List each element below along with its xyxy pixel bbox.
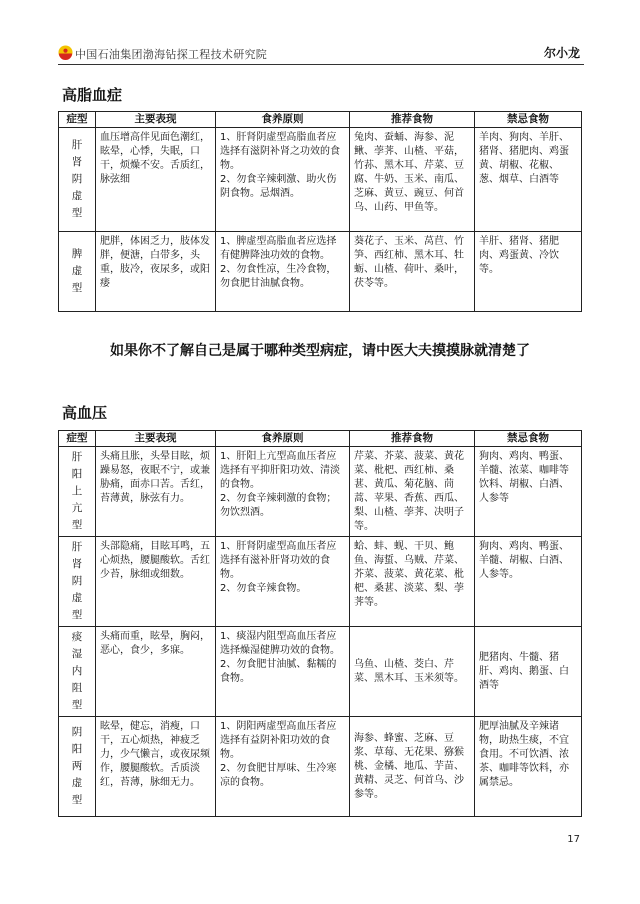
table-row xyxy=(59,232,582,312)
syndrome-type: 脾虚型 xyxy=(59,232,96,312)
author-name: 尔小龙 xyxy=(543,46,580,60)
principles-cell: 1、脾虚型高脂血者应选择有健脾降浊功效的食物。 2、勿食性凉，生冷食物，勿食肥甘油腻食物。 xyxy=(216,232,350,312)
syndrome-type: 肝阳上亢型 xyxy=(59,447,96,537)
table-row xyxy=(59,627,582,717)
company-logo-icon xyxy=(58,45,73,60)
principles-cell: 1、阴阳两虚型高血压者应选择有益阴补阳功效的食物。 2、勿食肥甘厚味、生冷寒凉的食物。 xyxy=(216,717,350,817)
symptoms-cell: 头痛而重，眩晕，胸闷，恶心，食少，多寐。 xyxy=(96,627,216,717)
column-header: 主要表现 xyxy=(96,112,216,128)
recommended-foods-cell: 葵花子、玉米、莴苣、竹笋、西红柿、黑木耳、牡蛎、山楂、荷叶、桑叶，茯苓等。 xyxy=(350,232,475,312)
recommended-foods-cell: 蛤、蚌、蚬、干贝、鲍鱼、海蜇、乌贼、芹菜、芥菜、菠菜、黄花菜、枇杷、桑葚、淡菜、梨、荸荠等。 xyxy=(350,537,475,627)
column-header: 禁忌食物 xyxy=(475,431,582,447)
principles-cell: 1、肝阳上亢型高血压者应选择有平抑肝阳功效、清淡的食物。 2、勿食辛辣刺激的食物；勿饮烈酒。 xyxy=(216,447,350,537)
recommended-foods-cell: 乌鱼、山楂、茭白、芹菜、黑木耳、玉米须等。 xyxy=(350,627,475,717)
table-row xyxy=(59,128,582,232)
symptoms-cell: 眩晕，健忘，消瘦，口干，五心烦热，神疲乏力，少气懒言，或夜尿频作，腰腿酸软。舌质淡红，苔薄，脉细无力。 xyxy=(96,717,216,817)
page-number: 17 xyxy=(567,834,580,845)
page-header xyxy=(58,44,584,65)
avoid-foods-cell: 狗肉、鸡肉、鸭蛋、羊髓、胡椒、白酒、人参等。 xyxy=(475,537,582,627)
column-header: 症型 xyxy=(59,112,96,128)
section-title-hyperlipidemia: 高脂血症 xyxy=(62,86,123,104)
symptoms-cell: 头部隐痛，目眩耳鸣，五心烦热，腰腿酸软。舌红少苔，脉细或细数。 xyxy=(96,537,216,627)
syndrome-type: 肝肾阴虚型 xyxy=(59,537,96,627)
avoid-foods-cell: 狗肉、鸡肉、鸭蛋、羊髓、浓菜、咖啡等饮料、胡椒、白酒、人参等 xyxy=(475,447,582,537)
doctor-advice-callout: 如果你不了解自己是属于哪种类型病症，请中医大夫摸摸脉就清楚了 xyxy=(110,343,530,359)
hypertension-table xyxy=(58,430,582,817)
section-title-hypertension: 高血压 xyxy=(62,404,108,422)
recommended-foods-cell: 海参、蜂蜜、芝麻、豆浆、草莓、无花果、猕猴桃、金橘、地瓜、芋苗、黄精、灵芝、何首乌、沙参等。 xyxy=(350,717,475,817)
table-header-row xyxy=(59,112,582,128)
avoid-foods-cell: 肥猪肉、牛髓、猪肝、鸡肉、鹅蛋、白酒等 xyxy=(475,627,582,717)
column-header: 推荐食物 xyxy=(350,431,475,447)
recommended-foods-cell: 芹菜、芥菜、菠菜、黄花菜、枇杷、西红柿、桑葚、黄瓜、菊花脑、茼蒿、苹果、香蕉、西瓜、梨、山楂、荸荠、决明子等。 xyxy=(350,447,475,537)
syndrome-type: 肝肾阴虚型 xyxy=(59,128,96,232)
avoid-foods-cell: 羊肝、猪肾、猪肥肉、鸡蛋黄、冷饮等。 xyxy=(475,232,582,312)
table-row xyxy=(59,447,582,537)
organization-name: 中国石油集团渤海钻探工程技术研究院 xyxy=(75,48,268,61)
table-row xyxy=(59,537,582,627)
syndrome-type: 阴阳两虚型 xyxy=(59,717,96,817)
table-row xyxy=(59,717,582,817)
symptoms-cell: 肥胖，体困乏力，肢体发胖，便溏，白带多，头重，肢冷，夜尿多，或阳痿 xyxy=(96,232,216,312)
avoid-foods-cell: 羊肉、狗肉、羊肝、猪肾、猪肥肉、鸡蛋黄、胡椒、花椒、葱、烟草、白酒等 xyxy=(475,128,582,232)
table-header-row xyxy=(59,431,582,447)
principles-cell: 1、肝肾阴虚型高血压者应选择有滋补肝肾功效的食物。 2、勿食辛辣食物。 xyxy=(216,537,350,627)
column-header: 食养原则 xyxy=(216,112,350,128)
syndrome-type: 痰湿内阻型 xyxy=(59,627,96,717)
symptoms-cell: 头痛且胀，头晕目眩，烦躁易怒，夜眠不宁，或兼胁痛，面赤口苦。舌红，苔薄黄，脉弦有力。 xyxy=(96,447,216,537)
column-header: 禁忌食物 xyxy=(475,112,582,128)
column-header: 症型 xyxy=(59,431,96,447)
hyperlipidemia-table xyxy=(58,111,582,312)
principles-cell: 1、肝肾阴虚型高脂血者应选择有滋阴补肾之功效的食物。 2、勿食辛辣刺激、助火伤阴食物。忌烟酒。 xyxy=(216,128,350,232)
column-header: 食养原则 xyxy=(216,431,350,447)
column-header: 推荐食物 xyxy=(350,112,475,128)
symptoms-cell: 血压增高伴见面色潮红，眩晕，心悸，失眠，口干，烦燥不安。舌质红，脉弦细 xyxy=(96,128,216,232)
column-header: 主要表现 xyxy=(96,431,216,447)
recommended-foods-cell: 兔肉、蚕蛹、海参、泥鳅、荸荠、山楂、平菇，竹荪、黑木耳、芹菜、豆腐、牛奶、玉米、南瓜、芝麻、黄豆、豌豆、何首乌、山药、甲鱼等。 xyxy=(350,128,475,232)
avoid-foods-cell: 肥厚油腻及辛辣诸物，助热生痰，不宜食用。不可饮酒、浓茶、咖啡等饮料，亦属禁忌。 xyxy=(475,717,582,817)
principles-cell: 1、痰湿内阻型高血压者应选择燥湿健脾功效的食物。 2、勿食肥甘油腻、黏糯的食物。 xyxy=(216,627,350,717)
